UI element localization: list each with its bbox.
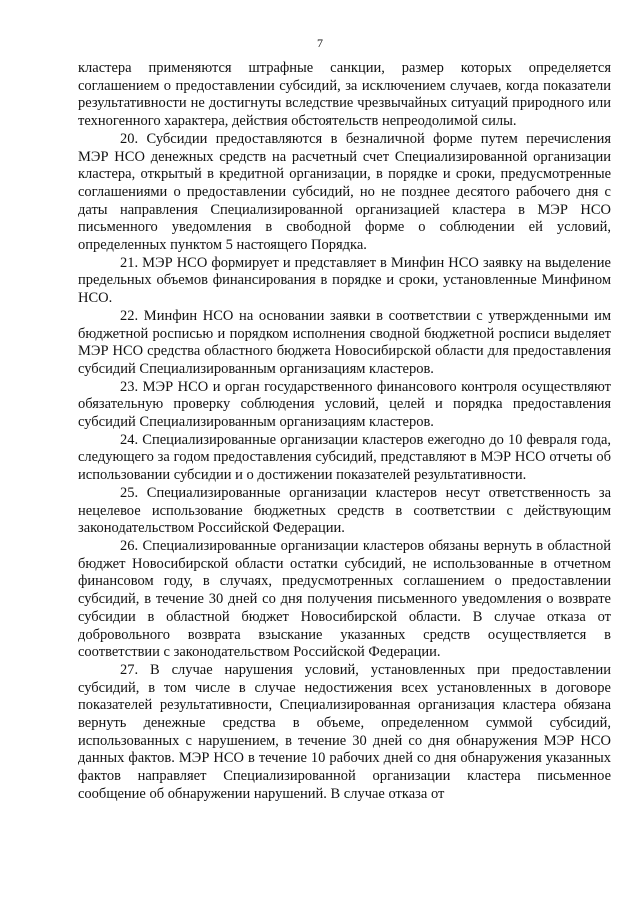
paragraph-text: МЭР НСО и орган государственного финансового контроля осуществляют обязательную проверку соблюдения условий, целей и порядка предоставления субсидий Специализированным организациям кластеров.	[78, 378, 611, 431]
paragraph-27	[78, 662, 611, 804]
paragraph-21	[78, 255, 611, 308]
paragraph-text: Субсидии предоставляются в безналичной форме путем перечисления МЭР НСО денежных средств на расчетный счет Специализированной организации кластера, открытый в кредитной организации, в порядке и сроки, предусмотренные соглашениями о предоставлении субсидий, но не позднее десятого рабочего дня с даты направления Специализированной организацией кластера в МЭР НСО письменного уведомления в свободной форме о соблюдении ей условий, определенных пунктом 5 настоящего Порядка.	[78, 130, 612, 254]
paragraph-text: В случае нарушения условий, установленных при предоставлении субсидий, в том числе в случае недостижения всех установленных в договоре показателей результативности, Специализированная организация кластера обязана вернуть денежные средства в объеме, определенном суммой субсидий, использованных с нарушением, в течение 30 дней со дня обнаружения МЭР НСО данных фактов. МЭР НСО в течение 10 рабочих дней со дня обнаружения указанных фактов направляет Специализированной организации кластера письменное сообщение об обнаружении нарушений. В случае отказа от	[78, 661, 612, 802]
paragraph-number: 27.	[120, 661, 139, 678]
document-body	[78, 60, 611, 804]
paragraph-text: МЭР НСО формирует и представляет в Минфин НСО заявку на выделение предельных объемов финансирования в порядке и сроки, установленные Минфином НСО.	[78, 254, 611, 307]
paragraph-number: 21.	[120, 254, 139, 271]
paragraph-text: Минфин НСО на основании заявки в соответствии с утвержденными им бюджетной росписью и порядком исполнения сводной бюджетной росписи выделяет МЭР НСО средства областного бюджета Новосибирской области для предоставления субсидий Специализированным организациям кластеров.	[78, 307, 612, 377]
paragraph-number: 26.	[120, 537, 139, 554]
paragraph-number: 23.	[120, 378, 139, 395]
paragraph-25	[78, 485, 611, 538]
paragraph-22	[78, 308, 611, 379]
paragraph-26	[78, 538, 611, 662]
paragraph-number: 25.	[120, 484, 139, 501]
page-number: 7	[317, 36, 323, 50]
paragraph-number: 24.	[120, 431, 139, 448]
paragraph-24	[78, 432, 611, 485]
paragraph-20	[78, 131, 611, 255]
paragraph-text: кластера применяются штрафные санкции, размер которых определяется соглашением о предоставлении субсидий, за исключением случаев, когда показатели результативности не достигнуты вследствие чрезвычайных ситуаций природного или техногенного характера, действия обстоятельств непреодолимой силы.	[78, 60, 611, 130]
paragraph-continuation	[78, 60, 611, 131]
paragraph-text: Специализированные организации кластеров ежегодно до 10 февраля года, следующего за годом предоставления субсидий, представляют в МЭР НСО отчеты об использовании субсидии и о достижении показателей результативности.	[78, 431, 612, 484]
paragraph-number: 20.	[120, 130, 139, 147]
paragraph-text: Специализированные организации кластеров обязаны вернуть в областной бюджет Новосибирской области остатки субсидий, не использованные в отчетном финансовом году, в случаях, предусмотренных соглашением о предоставлении субсидий, в течение 30 дней со дня получения письменного уведомления о возврате субсидии в областной бюджет Новосибирской области. В случае отказа от добровольного возврата взыскание указанных средств осуществляется в соответствии с законодательством Российской Федерации.	[78, 537, 611, 661]
paragraph-text: Специализированные организации кластеров несут ответственность за нецелевое использование бюджетных средств в соответствии с действующим законодательством Российской Федерации.	[78, 484, 612, 537]
paragraph-23	[78, 379, 611, 432]
paragraph-number: 22.	[120, 307, 139, 324]
